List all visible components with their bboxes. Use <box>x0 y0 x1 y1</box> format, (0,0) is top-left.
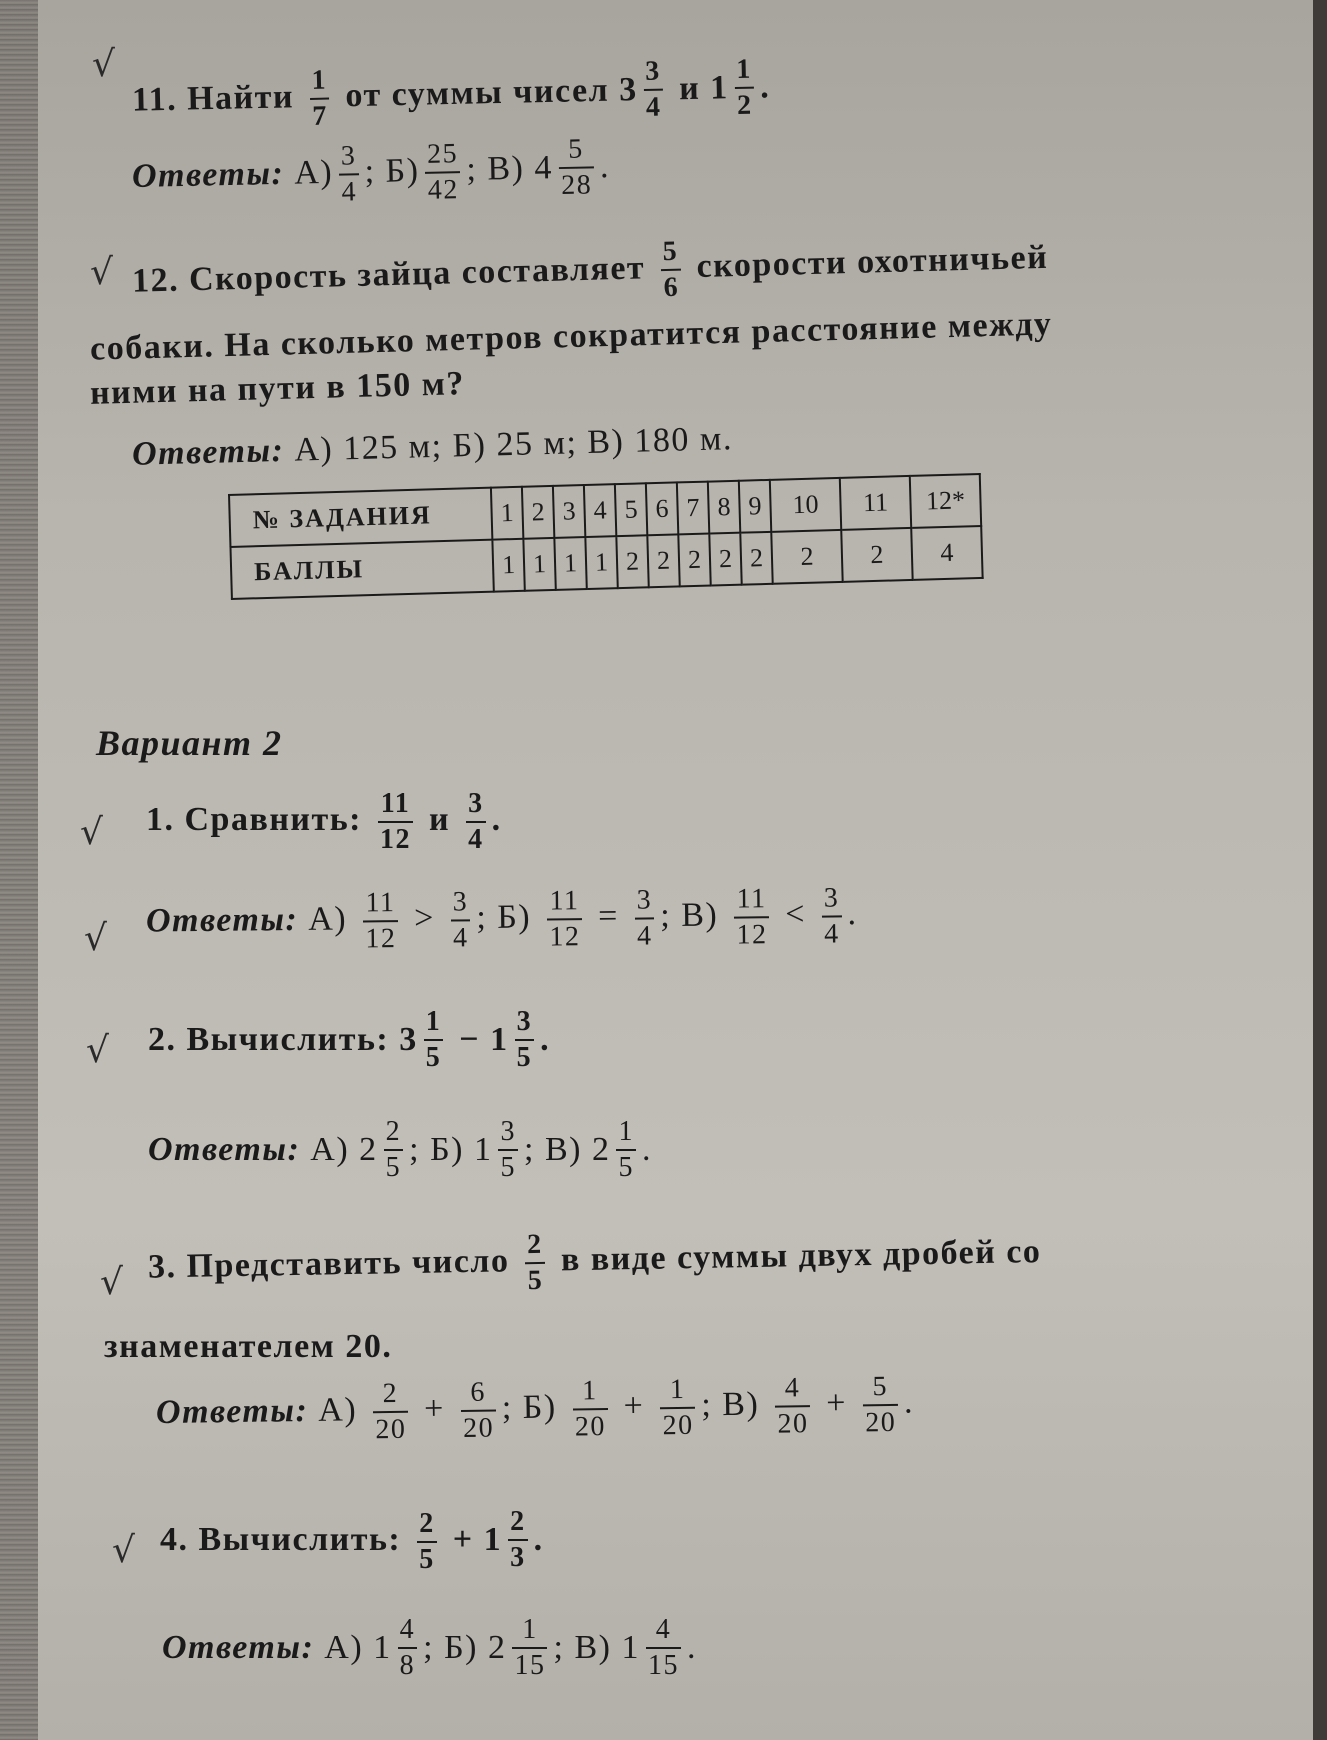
check-mark-icon: √ <box>92 44 115 85</box>
task-11-statement: 11. Найти $\frac{1}{7}$ от суммы чисел 3 $\frac{3}{4}$ и 1 $\frac{1}{2}$ . <box>131 53 771 133</box>
task-12-answers: Ответы: А) 125 м; Б) 25 м; В) 180 м. <box>131 420 734 473</box>
table-row: № ЗАДАНИЯ 1 2 3 4 5 6 7 8 9 10 11 12* <box>229 474 981 547</box>
table-header-cell: БАЛЛЫ <box>230 540 493 599</box>
v2-task-3-statement: 3. Представить число $\frac{2}{5}$ в виде суммы двух дробей со <box>147 1228 1042 1297</box>
task-11-answers: Ответы: А) $\frac{3}{4}$ ; Б) $\frac{25}{42}$ ; В) 4 $\frac{5}{28}$ . <box>131 133 611 208</box>
check-mark-icon: √ <box>112 1530 135 1571</box>
table-row: БАЛЛЫ 1 1 1 1 2 2 2 2 2 2 2 4 <box>230 526 982 599</box>
fraction: $\frac{1}{7}$ <box>311 64 329 133</box>
v2-task-4-statement: 4. Вычислить: $\frac{2}{5}$ + 1 $\frac{2}{3}$ . <box>160 1506 544 1576</box>
table-header-cell: № ЗАДАНИЯ <box>229 488 492 547</box>
check-mark-icon: √ <box>80 812 103 853</box>
task-12-line-3: ними на пути в 150 м? <box>89 365 466 412</box>
task-12-statement: 12. Скорость зайца составляет $\frac{5}{6}$ скорости охотничьей <box>131 235 1049 304</box>
check-mark-icon: √ <box>90 252 113 293</box>
check-mark-icon: √ <box>100 1262 123 1303</box>
task-text: Найти <box>186 78 295 118</box>
page-spine-shadow <box>0 0 38 1740</box>
mixed-number: 1 $\frac{1}{2}$ <box>709 53 753 122</box>
v2-task-3-line-2: знаменателем 20. <box>104 1328 393 1365</box>
v2-task-4-answers: Ответы: А) 1 $\frac{4}{8}$ ; Б) 2 $\frac{1}{15}$ ; В) 1 $\frac{4}{15}$ . <box>162 1614 697 1681</box>
mixed-number: 3 $\frac{3}{4}$ <box>618 55 662 123</box>
check-mark-icon: √ <box>84 918 107 959</box>
v2-task-3-answers: Ответы: А) $\frac{2}{20}$ + $\frac{6}{20}$ ; Б) $\frac{1}{20}$ + $\frac{1}{20}$ ; В) $\frac{4}{20}$ + $\frac{5}{20}$ . <box>155 1371 915 1446</box>
variant-title: Вариант 2 <box>96 723 283 763</box>
v2-task-1-statement: 1. Сравнить: $\frac{11}{12}$ и $\frac{3}{4}$ . <box>146 788 502 855</box>
scores-table <box>228 473 984 600</box>
v2-task-1-answers: Ответы: А) $\frac{11}{12}$ > $\frac{3}{4}$ ; Б) $\frac{11}{12}$ = $\frac{3}{4}$ ; В) $\frac{11}{12}$ < $\frac{3}{4}$ . <box>145 882 858 955</box>
v2-task-2-statement: 2. Вычислить: 3 $\frac{1}{5}$ − 1 $\frac{3}{5}$ . <box>148 1006 551 1073</box>
task-12-line-2: собаки. На сколько метров сократится расстояние между <box>89 305 1053 368</box>
task-number: 11. <box>131 80 178 119</box>
check-mark-icon: √ <box>86 1030 109 1071</box>
answers-label: Ответы: <box>131 154 285 196</box>
v2-task-2-answers: Ответы: А) 2 $\frac{2}{5}$ ; Б) 1 $\frac{3}{5}$ ; В) 2 $\frac{1}{5}$ . <box>148 1116 652 1183</box>
page-edge <box>1313 0 1327 1740</box>
task-text: от суммы чисел <box>345 71 610 115</box>
